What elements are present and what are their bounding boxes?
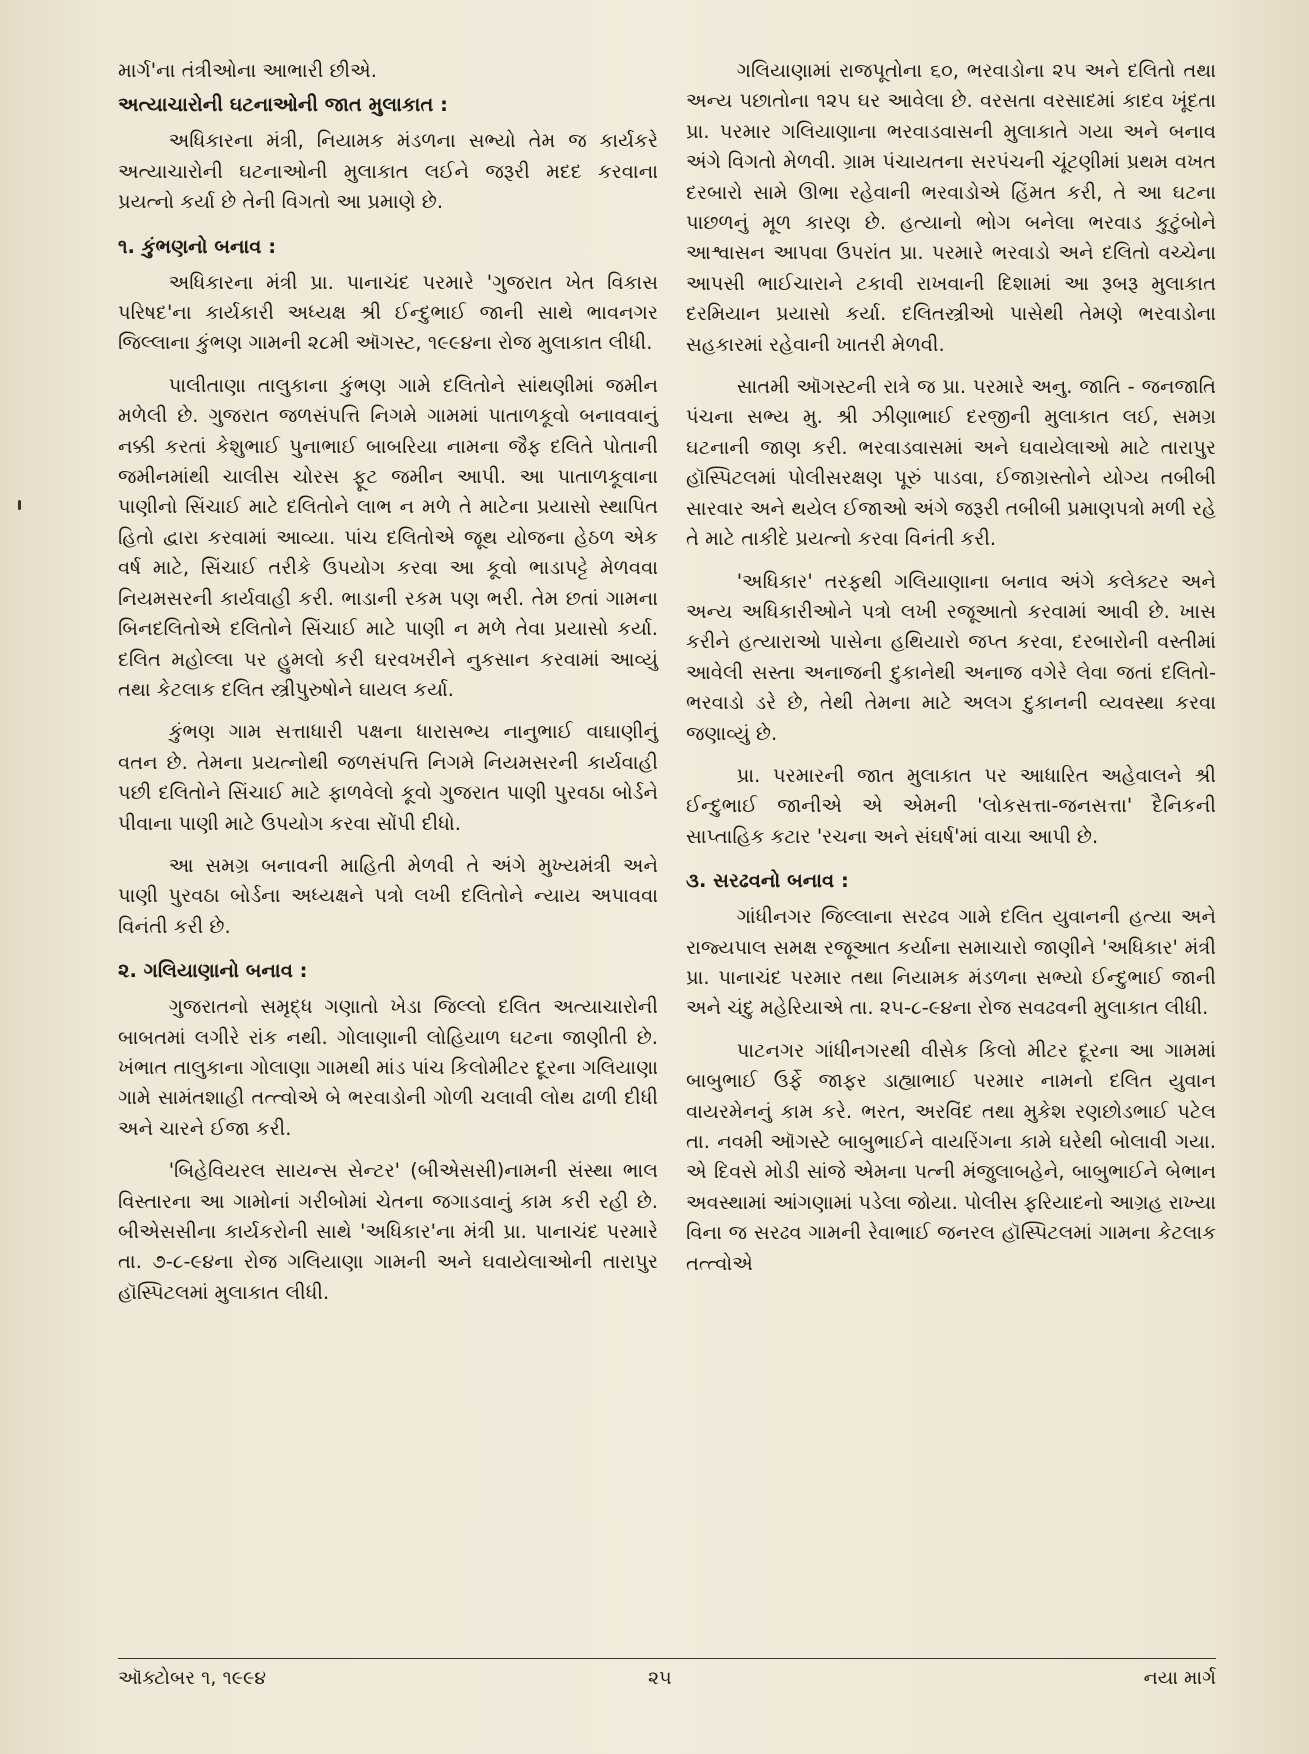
page-number: ૨૫ — [648, 1667, 672, 1689]
paragraph: અધિકારના મંત્રી, નિયામક મંડળના સભ્યો તેમ જ કાર્યકરે અત્યાચારોની ઘટનાઓની મુલાકાત લઈને જરૂરી મદદ કરવાના પ્રયત્નો કર્યા છે તેની વિગતો આ પ્રમાણે છે. — [118, 129, 658, 214]
section-heading: અત્યાચારોની ઘટનાઓની જાત મુલાકાત : — [118, 93, 448, 117]
section-title-kumbhan: ૧. કુંભણનો બનાવ : — [118, 234, 277, 258]
paragraph: સાતમી ઑગસ્ટની રાત્રે જ પ્રા. પરમારે અનુ. જાતિ - જનજાતિ પંચના સભ્ય મુ. શ્રી ઝીણાભાઈ દરજીની મુલાકાત લઈ, સમગ્ર ઘટનાની જાણ કરી. ભરવાડવાસમાં અને ઘવાયેલાઓ માટે તારાપુર હૉસ્પિટલમાં પોલીસરક્ષણ પૂરું પાડવા, ઈજાગ્રસ્તોને યોગ્ય તબીબી સારવાર અને થયેલ ઈજાઓ અંગે જરૂરી તબીબી પ્રમાણપત્રો મળી રહે તે માટે તાકીદે પ્રયત્નો કરવા વિનંતી કરી. — [686, 375, 1216, 551]
section-title-galiyana: ૨. ગલિયાણાનો બનાવ : — [118, 959, 308, 983]
paragraph: ગાંધીનગર જિલ્લાના સરઢવ ગામે દલિત યુવાનની હત્યા અને રાજ્યપાલ સમક્ષ રજૂઆત કર્યાના સમાચારો જાણીને 'અધિકાર' મંત્રી પ્રા. પાનાચંદ પરમાર તથા નિયામક મંડળના સભ્યો ઈન્દુભાઈ જાની અને ચંદુ મહેરિયાએ તા. ૨૫-૮-૯૪ના રોજ સવઢવની મુલાકાત લીધી. — [686, 905, 1216, 1020]
paragraph: ગુજરાતનો સમૃદ્ધ ગણાતો ખેડા જિલ્લો દલિત અત્યાચારોની બાબતમાં લગીરે રાંક નથી. ગોલાણાની લોહિયાળ ઘટના જાણીતી છે. ખંભાત તાલુકાના ગોલાણા ગામથી માંડ પાંચ કિલોમીટર દૂરના ગલિયાણા ગામે સામંતશાહી તત્ત્વોએ બે ભરવાડોની ગોળી ચલાવી લોથ ઢાળી દીધી અને ચારને ઈજા કરી. — [118, 995, 658, 1140]
paragraph: ગલિયાણામાં રાજપૂતોના ૬૦, ભરવાડોના ૨૫ અને દલિતો તથા અન્ય પછાતોના ૧૨૫ ઘર આવેલા છે. વરસતા વરસાદમાં કાદવ ખૂંદતા પ્રા. પરમાર ગલિયાણાના ભરવાડવાસની મુલાકાતે ગયા અને બનાવ અંગે વિગતો મેળવી. ગ્રામ પંચાયતના સરપંચની ચૂંટણીમાં પ્રથમ વખત દરબારો સામે ઊભા રહેવાની ભરવાડોએ હિંમત કરી, તે આ ઘટના પાછળનું મૂળ કારણ છે. હત્યાનો ભોગ બનેલા ભરવાડ કુટુંબોને આશ્વાસન આપવા ઉપરાંત પ્રા. પરમારે ભરવાડો અને દલિતો વચ્ચેના આપસી ભાઈચારાને ટકાવી રાખવાની દિશામાં આ રૂબરૂ મુલાકાત દરમિયાન પ્રયાસો કર્યા. દલિતસ્ત્રીઓ પાસેથી તેમણે ભરવાડોના સહકારમાં રહેવાની ખાતરી મેળવી. — [686, 59, 1216, 356]
paragraph: 'અધિકાર' તરફથી ગલિયાણાના બનાવ અંગે કલેક્ટર અને અન્ય અધિકારીઓને પત્રો લખી રજૂઆતો કરવામાં આવી છે. ખાસ કરીને હત્યારાઓ પાસેના હથિયારો જપ્ત કરવા, દરબારોની વસ્તીમાં આવેલી સસ્તા અનાજની દુકાનેથી અનાજ વગેરે લેવા જતાં દલિતો-ભરવાડો ડરે છે, તેથી તેમના માટે અલગ દુકાનની વ્યવસ્થા કરવા જણાવ્યું છે. — [686, 569, 1216, 745]
magazine-name: નયા માર્ગ — [1143, 1667, 1216, 1689]
intro-line: માર્ગ'ના તંત્રીઓના આભારી છીએ. — [118, 59, 377, 82]
issue-date: ઑક્ટોબર ૧, ૧૯૯૪ — [118, 1667, 267, 1689]
margin-mark — [18, 500, 21, 510]
paragraph: અધિકારના મંત્રી પ્રા. પાનાચંદ પરમારે 'ગુજરાત ખેત વિકાસ પરિષદ'ના કાર્યકારી અધ્યક્ષ શ્રી ઈન્દુભાઈ જાની સાથે ભાવનગર જિલ્લાના કુંભણ ગામની ૨૮મી ઑગસ્ટ, ૧૯૯૪ના રોજ મુલાકાત લીધી. — [118, 270, 658, 355]
page-footer — [118, 1658, 1216, 1697]
paragraph: પ્રા. પરમારની જાત મુલાકાત પર આધારિત અહેવાલને શ્રી ઈન્દુભાઈ જાનીએ એ એમની 'લોકસત્તા-જનસત્તા' દૈનિકની સાપ્તાહિક કટાર 'રચના અને સંઘર્ષ'માં વાચા આપી છે. — [686, 763, 1216, 848]
paragraph: આ સમગ્ર બનાવની માહિતી મેળવી તે અંગે મુખ્યમંત્રી અને પાણી પુરવઠા બોર્ડના અધ્યક્ષને પત્રો લખી દલિતોને ન્યાય અપાવવા વિનંતી કરી છે. — [118, 853, 658, 938]
paragraph: પાલીતાણા તાલુકાના કુંભણ ગામે દલિતોને સાંથણીમાં જમીન મળેલી છે. ગુજરાત જળસંપત્તિ નિગમે ગામમાં પાતાળકૂવો બનાવવાનું નક્કી કરતાં કેશુભાઈ પુનાભાઈ બાબરિયા નામના જૈફ દલિતે પોતાની જમીનમાંથી ચાલીસ ચોરસ ફૂટ જમીન આપી. આ પાતાળકૂવાના પાણીનો સિંચાઈ માટે દલિતોને લાભ ન મળે તે માટેના પ્રયાસો સ્થાપિત હિતો દ્વારા કરવામાં આવ્યા. પાંચ દલિતોએ જૂથ યોજના હેઠળ એક વર્ષ માટે, સિંચાઈ તરીકે ઉપયોગ કરવા આ કૂવો ભાડાપટ્ટે મેળવવા નિયમસરની કાર્યવાહી કરી. ભાડાની રકમ પણ ભરી. તેમ છતાં ગામના બિનદલિતોએ દલિતોને સિંચાઈ માટે પાણી ન મળે તેવા પ્રયાસો કર્યા. દલિત મહોલ્લા પર હુમલો કરી ઘરવખરીને નુકસાન કરવામાં આવ્યું તથા કેટલાક દલિત સ્ત્રીપુરુષોને ઘાયલ કર્યા. — [118, 373, 658, 701]
paragraph: પાટનગર ગાંધીનગરથી વીસેક કિલો મીટર દૂરના આ ગામમાં બાબુભાઈ ઉર્ફે જાફર ડાહ્યાભાઈ પરમાર નામનો દલિત યુવાન વાયરમેનનું કામ કરે. ભરત, અરવિંદ તથા મુકેશ રણછોડભાઈ પટેલ તા. નવમી ઑગસ્ટે બાબુભાઈને વાયરિંગના કામે ઘરેથી બોલાવી ગયા. એ દિવસે મોડી સાંજે એમના પત્ની મંજુલાબહેને, બાબુભાઈને બેભાન અવસ્થામાં આંગણામાં પડેલા જોયા. પોલીસ ફરિયાદનો આગ્રહ રાખ્યા વિના જ સરઢવ ગામની રેવાભાઈ જનરલ હૉસ્પિટલમાં ગામના કેટલાક તત્ત્વોએ — [686, 1038, 1217, 1275]
left-column — [118, 56, 658, 1308]
paragraph: કુંભણ ગામ સત્તાધારી પક્ષના ધારાસભ્ય નાનુભાઈ વાઘાણીનું વતન છે. તેમના પ્રયત્નોથી જળસંપત્તિ નિગમે નિયમસરની કાર્યવાહી પછી દલિતોને સિંચાઈ માટે ફાળવેલો કૂવો ગુજરાત પાણી પુરવઠા બોર્ડને પીવાના પાણી માટે ઉપયોગ કરવા સોંપી દીધો. — [118, 720, 658, 835]
section-title-sardhav: ૩. સરઢવનો બનાવ : — [686, 869, 849, 893]
right-column — [686, 56, 1216, 1279]
paragraph: 'બિહેવિયરલ સાયન્સ સેન્ટર' (બીએસસી)નામની સંસ્થા ભાલ વિસ્તારના આ ગામોનાં ગરીબોમાં ચેતના જગાડવાનું કામ કરી રહી છે. બીએસસીના કાર્યકરોની સાથે 'અધિકાર'ના મંત્રી પ્રા. પાનાચંદ પરમારે તા. ૭-૮-૯૪ના રોજ ગલિયાણા ગામની અને ઘવાયેલાઓની તારાપુર હૉસ્પિટલમાં મુલાકાત લીધી. — [118, 1159, 658, 1304]
